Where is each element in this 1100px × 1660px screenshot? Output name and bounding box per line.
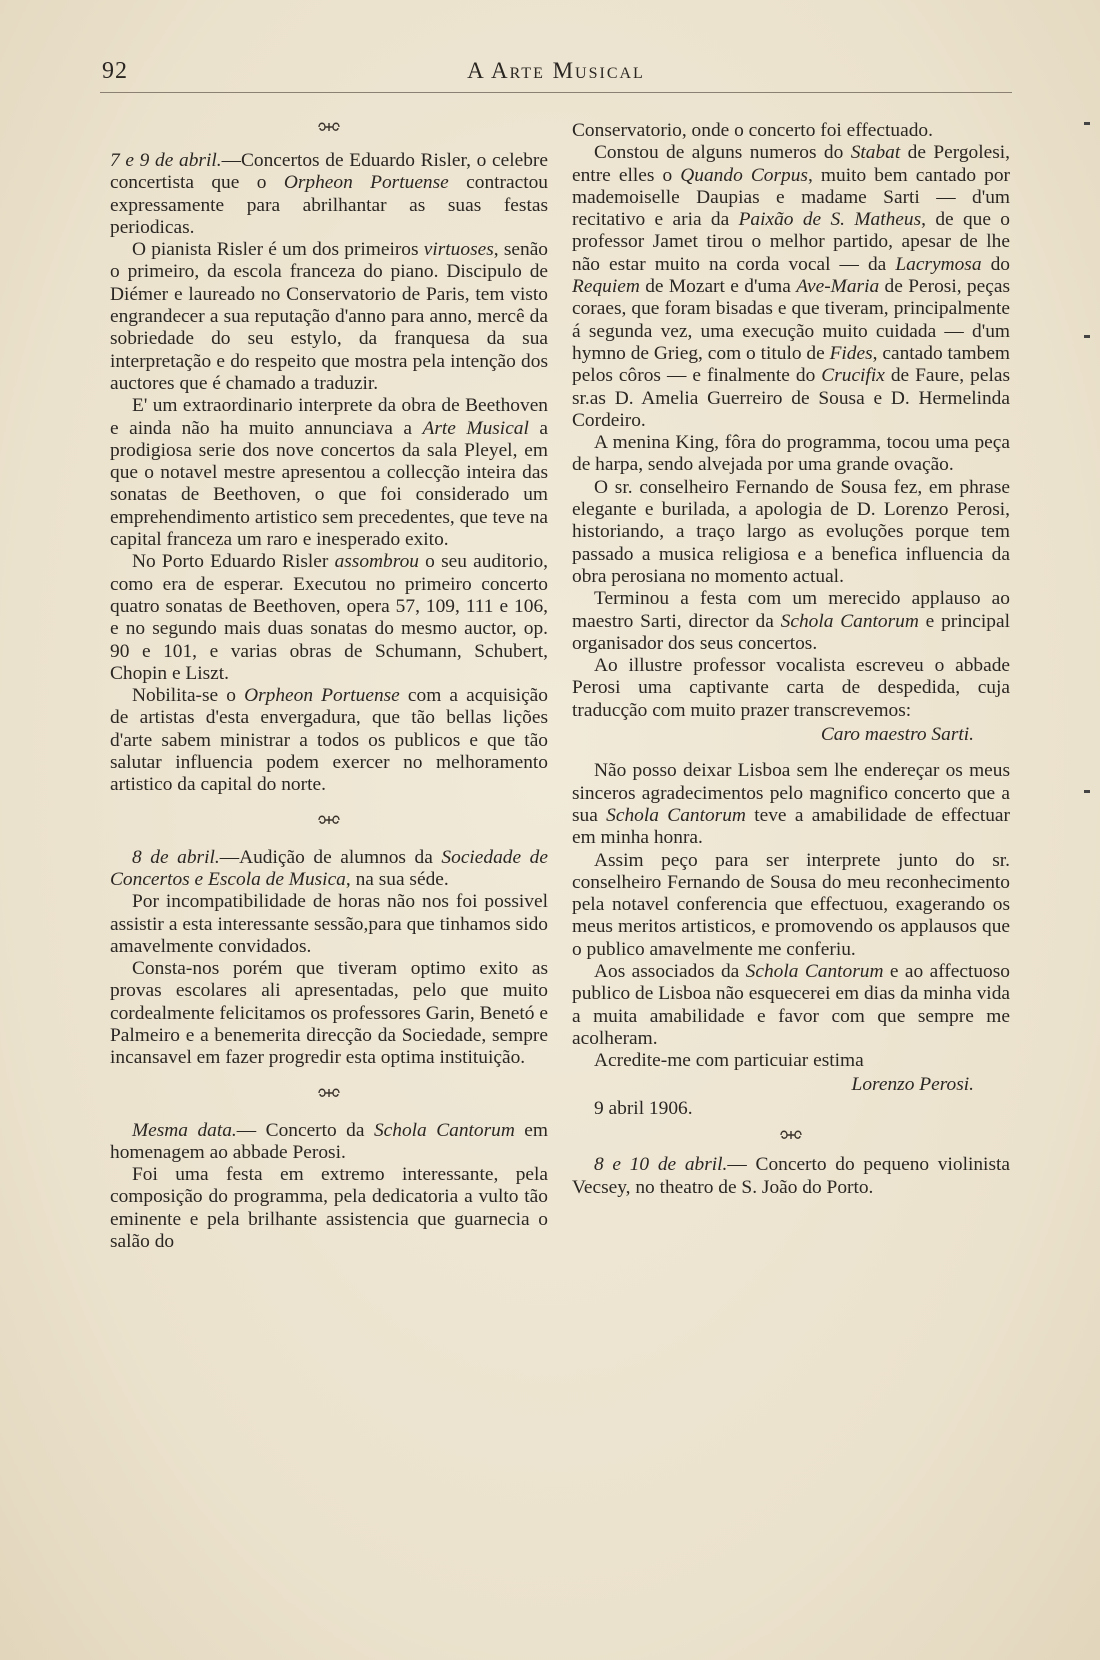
italic-run: Schola Cantorum: [606, 804, 746, 826]
risler-paragraph-5: [110, 685, 548, 796]
ornament-icon: [316, 119, 342, 135]
italic-run: virtuoses: [423, 239, 494, 261]
letter-intro-paragraph: Ao illustre professor vocalista escreveu o abbade Perosi uma captivante carta de despedida, cuja traducção com muito prazer transcrevemos:: [572, 655, 1010, 721]
right-column: [572, 120, 1010, 1199]
ornament-icon: [316, 812, 342, 828]
margin-mark: [1084, 335, 1090, 338]
text-run: o seu auditorio, como era de esperar. Executou no primeiro concerto quatro sonatas de Beethoven, opera 57, 109, 111 e 106, e no segundo mais duas sonatas do mesmo auctor, op. 90 e 101, e varias obras de Schumann, Schubert, Chopin e Liszt.: [110, 551, 548, 684]
italic-run: Requiem: [572, 276, 640, 298]
schola-paragraph-1: [110, 1120, 548, 1165]
text-run: contractou expressamente para abrilhantar as suas festas periodicas.: [110, 172, 548, 238]
vecsey-paragraph: [572, 1154, 1010, 1199]
text-run: Nobilita-se o: [132, 685, 245, 707]
text-run: de Mozart e d'uma: [639, 276, 797, 298]
page-header: [100, 52, 1012, 93]
italic-run: Arte Musical: [422, 417, 529, 439]
italic-run: Stabat: [850, 142, 901, 164]
italic-run: Orpheon Portuense: [283, 172, 449, 194]
section-ornament: [110, 811, 548, 833]
margin-mark: [1084, 790, 1090, 793]
left-column: [110, 118, 548, 1253]
text-run: de Faure, pelas sr.as D. Amelia Guerreiro de Sousa e D. Hermelinda Cordeiro.: [572, 365, 1010, 431]
text-run: , muito bem cantado por mademoiselle Daupias e madame Sarti — d'um recitativo e aria da: [572, 164, 1010, 231]
programme-paragraph: [572, 142, 1010, 432]
text-run: —Concertos de Eduardo Risler, o celebre concertista que o: [110, 150, 548, 194]
italic-run: Lacrymosa: [895, 253, 982, 275]
letter-paragraph-2: Assim peço para ser interprete junto do sr. conselheiro Fernando de Sousa do meu reconhecimento pela notavel conferencia que effectuou, exagerando os meus meritos artisticos, e promovendo os applausos que o publico amavelmente me conferiu.: [572, 849, 1010, 960]
letter-salutation: Caro maestro Sarti.: [820, 724, 974, 746]
harp-paragraph: A menina King, fôra do programma, tocou uma peça de harpa, sendo alvejada por uma grande ovação.: [572, 432, 1010, 476]
text-run: e ao affectuoso publico de Lisboa não esquecerei em dias da minha vida a muita amabilidade e favor com que sempre me acolheram.: [572, 960, 1010, 1049]
risler-paragraph-1: [110, 150, 548, 239]
text-run: Constou de alguns numeros do: [594, 142, 851, 164]
section-date-heading: Mesma data.: [132, 1119, 237, 1141]
italic-run: Fides: [829, 342, 873, 364]
applause-paragraph: [572, 588, 1010, 655]
text-run: O pianista Risler é um dos primeiros: [132, 239, 424, 261]
text-run: Não posso deixar Lisboa sem lhe endereçar os meus sinceros agradecimentos pelo magnifico concerto que a sua: [572, 760, 1010, 826]
letter-closing: Acredite-me com particuiar estima: [594, 1050, 864, 1072]
text-run: de Perosi, peças coraes, que foram bisadas e que tiveram, principalmente á segunda vez, uma execução muito cuidada — d'um hymno de Grieg, com o titulo de: [572, 276, 1010, 364]
text-run: — Concerto do pequeno violinista Vecsey, no theatro de S. João do Porto.: [572, 1154, 1010, 1198]
section-date-heading: 7 e 9 de abril.: [110, 150, 222, 171]
text-run: , senão o primeiro, da escola franceza do piano. Discipulo de Diémer e laureado no Conservatorio de Paris, tem visto engrandecer a sua reputação d'anno para anno, mercê da sobriedade do seu estylo, da franquesa da sua interpretação e do respeito que mostra pela intenção dos auctores que é chamado a traduzir.: [110, 239, 548, 394]
letter-signature: Lorenzo Perosi.: [851, 1074, 974, 1096]
text-run: teve a amabilidade de effectuar em minha honra.: [572, 804, 1010, 849]
page-number: 92: [102, 58, 128, 84]
audicao-paragraph-2: Por incompatibilidade de horas não nos foi possivel assistir a esta interessante sessão,para que tinhamos sido amavelmente convidados.: [110, 891, 548, 957]
text-run: , de que o professor Jamet tirou o melhor partido, apesar de lhe não estar muito na corda vocal — da: [572, 209, 1011, 275]
schola-paragraph-2: Foi uma festa em extremo interessante, pela composição do programma, pela dedicatoria a vulto tão eminente e pela brilhante assistencia que guarnecia o salão do: [110, 1164, 548, 1253]
risler-paragraph-2: [110, 239, 548, 395]
text-run: — Concerto da: [236, 1119, 374, 1141]
audicao-paragraph-3: Consta-nos porém que tiveram optimo exito as provas escolares ali apresentadas, pelo que muito cordealmente felicitamos os professores Garin, Benetó e Palmeiro e a benemerita direcção da Sociedade, sempre incansavel em fazer progredir esta optima instituição.: [110, 958, 548, 1069]
text-run: com a acquisição de artistas d'esta envergadura, que tão bellas lições d'arte sabem ministrar a todos os publicos e que tão salutar influencia podem exercer no melhoramento artistico da capital do norte.: [110, 685, 548, 796]
italic-run: assombrou: [334, 551, 419, 573]
italic-run: Sociedade de Concertos e Escola de Musica: [110, 846, 548, 890]
text-run: do: [981, 253, 1010, 275]
letter-paragraph-3: [572, 961, 1010, 1050]
italic-run: Schola Cantorum: [780, 610, 919, 632]
ornament-icon: [778, 1127, 804, 1143]
text-run: , cantado tambem pelos côros — e finalmente do: [572, 342, 1011, 387]
text-run: e principal organisador dos seus concertos.: [572, 610, 1010, 654]
letter-paragraph-1: [572, 760, 1010, 849]
italic-run: Orpheon Portuense: [244, 685, 400, 707]
apologia-paragraph: O sr. conselheiro Fernando de Sousa fez, em phrase elegante e burilada, a apologia de D. Lorenzo Perosi, historiando, a traço largo as evoluções porque tem passado a musica religiosa e a benefica influencia da obra perosiana no momento actual.: [572, 476, 1010, 587]
text-run: a prodigiosa serie dos nove concertos da sala Pleyel, em que o notavel mestre apresentou a collecção inteira das sonatas de Beethoven, o que foi considerado um emprehendimento artistico sem precedentes, que teve na capital franceza um raro e inesperado exito.: [110, 417, 548, 551]
text-run: Terminou a festa com um merecido applauso ao maestro Sarti, director da: [572, 588, 1010, 632]
risler-paragraph-3: [110, 395, 548, 551]
text-run: em homenagem ao abbade Perosi.: [110, 1119, 548, 1163]
text-run: E' um extraordinario interprete da obra de Beethoven e ainda não ha muito annunciava a: [110, 395, 548, 439]
italic-run: Schola Cantorum: [373, 1119, 515, 1141]
italic-run: Quando Corpus: [680, 164, 808, 186]
section-date-heading: 8 e 10 de abril.: [594, 1154, 728, 1176]
section-ornament: [110, 118, 548, 140]
letter-date: 9 abril 1906.: [594, 1098, 693, 1120]
risler-paragraph-4: [110, 551, 548, 685]
margin-mark: [1084, 122, 1090, 125]
text-run: , na sua séde.: [345, 868, 449, 890]
ornament-icon: [316, 1085, 342, 1101]
section-date-heading: 8 de abril.: [132, 846, 220, 868]
section-ornament: [110, 1084, 548, 1106]
text-run: Aos associados da: [594, 960, 746, 982]
italic-run: Schola Cantorum: [745, 960, 884, 982]
italic-run: Ave-Maria: [796, 276, 880, 298]
audicao-paragraph-1: [110, 847, 548, 892]
running-title: A Arte Musical: [467, 58, 645, 83]
spacer: [572, 746, 1010, 760]
text-run: de Pergolesi, entre elles o: [572, 142, 1010, 186]
schola-continued-paragraph: Conservatorio, onde o concerto foi effectuado.: [572, 120, 933, 141]
italic-run: Crucifix: [821, 365, 885, 387]
text-run: —Audição de alumnos da: [219, 846, 442, 868]
signature-block: [572, 1072, 1010, 1122]
section-ornament: [572, 1126, 1010, 1148]
text-run: No Porto Eduardo Risler: [132, 551, 335, 573]
italic-run: Paixão de S. Matheus: [738, 209, 922, 231]
